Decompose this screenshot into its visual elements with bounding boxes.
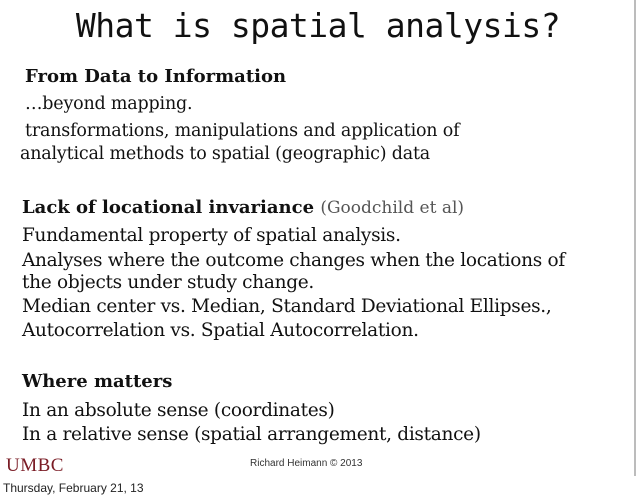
citation: (Goodchild et al) <box>320 198 465 218</box>
slide-title: What is spatial analysis? <box>75 6 561 45</box>
umbc-logo: UMBC <box>6 455 64 476</box>
heading-text: Lack of locational invariance <box>22 197 315 218</box>
section3-line-2: In a relative sense (spatial arrangement, distance) <box>22 424 481 445</box>
footer-credit: Richard Heimann © 2013 <box>250 458 363 469</box>
section2-line-5: Autocorrelation vs. Spatial Autocorrelation. <box>22 320 419 341</box>
section-heading-where-matters: Where matters <box>22 371 173 392</box>
section2-line-3: the objects under study change. <box>22 272 314 293</box>
section2-line-4: Median center vs. Median, Standard Deviational Ellipses., <box>22 296 552 317</box>
section-heading-locational-invariance <box>22 197 464 218</box>
section-heading-data-to-information: From Data to Information <box>25 66 287 87</box>
section3-line-1: In an absolute sense (coordinates) <box>22 400 335 421</box>
section1-line-3: analytical methods to spatial (geographic) data <box>20 144 431 164</box>
section2-line-2: Analyses where the outcome changes when the locations of <box>22 250 565 271</box>
date-label: Thursday, February 21, 13 <box>3 481 144 495</box>
section1-line-1: …beyond mapping. <box>25 94 193 114</box>
section2-line-1: Fundamental property of spatial analysis. <box>22 225 401 246</box>
section1-line-2: transformations, manipulations and application of <box>25 121 460 141</box>
